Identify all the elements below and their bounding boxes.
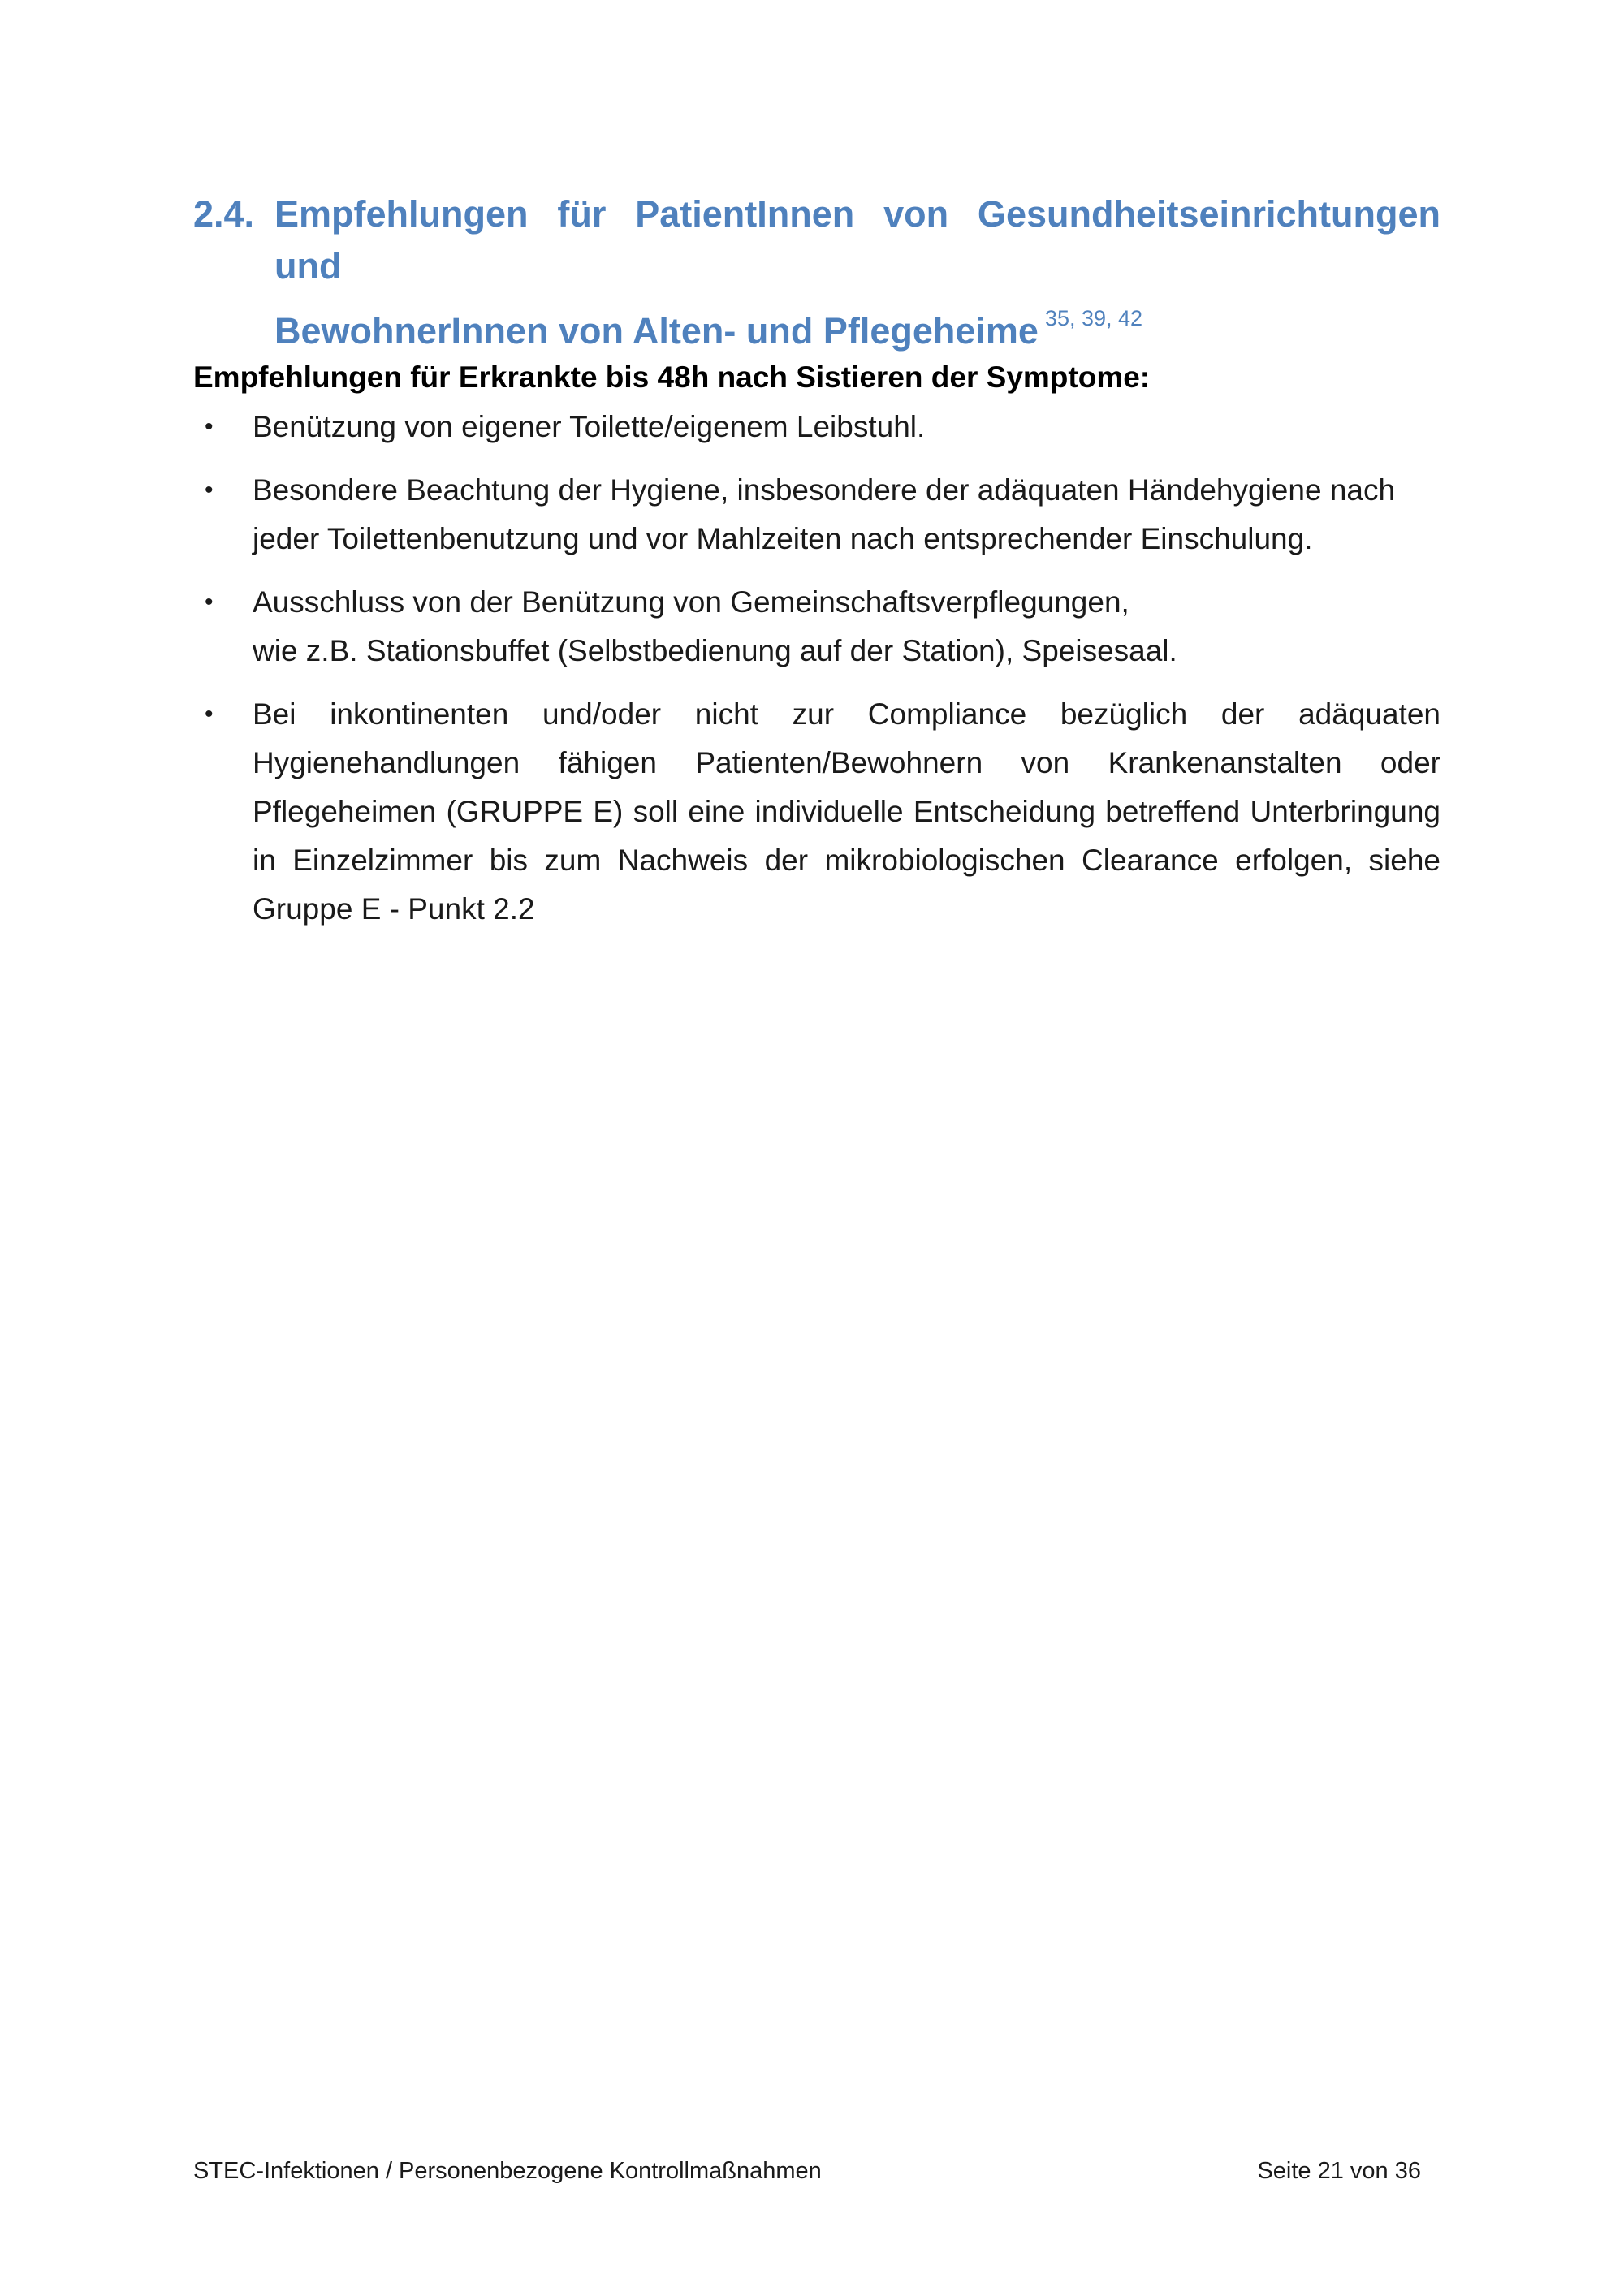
section-number: 2.4. bbox=[193, 193, 255, 235]
list-item-text-line-2: wie z.B. Stationsbuffet (Selbstbedienung auf der Station), Speisesaal. bbox=[253, 634, 1177, 667]
recommendations-list bbox=[193, 403, 1440, 948]
reference-superscript: 35, 39, 42 bbox=[1044, 306, 1143, 330]
list-item-text-line-1: Ausschluss von der Benützung von Gemeinschaftsverpflegungen, bbox=[253, 585, 1129, 619]
section-heading bbox=[193, 188, 1440, 357]
section-title-line-2-text: BewohnerInnen von Alten- und Pflegeheime bbox=[274, 310, 1039, 352]
list-item-text-line-1: Besondere Beachtung der Hygiene, insbesondere der adäquaten Händehygiene nach bbox=[253, 473, 1396, 507]
section-title-line-1: Empfehlungen für PatientInnen von Gesundheitseinrichtungen und bbox=[274, 193, 1440, 287]
list-item-text: Benützung von eigener Toilette/eigenem Leibstuhl. bbox=[253, 410, 926, 443]
bullet-icon: • bbox=[205, 413, 214, 440]
section-title-line-2 bbox=[274, 292, 1440, 357]
list-item bbox=[193, 690, 1440, 934]
bullet-icon: • bbox=[205, 477, 214, 503]
bullet-icon: • bbox=[205, 701, 214, 727]
footer-document-title: STEC-Infektionen / Personenbezogene Kontrollmaßnahmen bbox=[193, 2158, 822, 2184]
footer-page-number: Seite 21 von 36 bbox=[1257, 2158, 1421, 2184]
bullet-icon: • bbox=[205, 589, 214, 615]
list-item bbox=[193, 466, 1440, 563]
list-item-text-line-2: jeder Toilettenbenutzung und vor Mahlzeiten nach entsprechender Einschulung. bbox=[253, 522, 1313, 555]
recommendations-subheading: Empfehlungen für Erkrankte bis 48h nach Sistieren der Symptome: bbox=[193, 360, 1151, 394]
list-item bbox=[193, 578, 1440, 675]
list-item bbox=[193, 403, 1440, 451]
list-item-text: Bei inkontinenten und/oder nicht zur Compliance bezüglich der adäquaten Hygienehandlungen fähigen Patienten/Bewohnern von Krankenanstalten oder Pflegeheimen (GRUPPE E) soll eine individuelle Entscheidung betreffend Unterbringung in Einzelzimmer bis zum Nachweis der mikrobiologischen Clearance erfolgen, siehe Gruppe E - Punkt 2.2 bbox=[253, 697, 1440, 926]
page-footer bbox=[193, 2155, 1421, 2187]
